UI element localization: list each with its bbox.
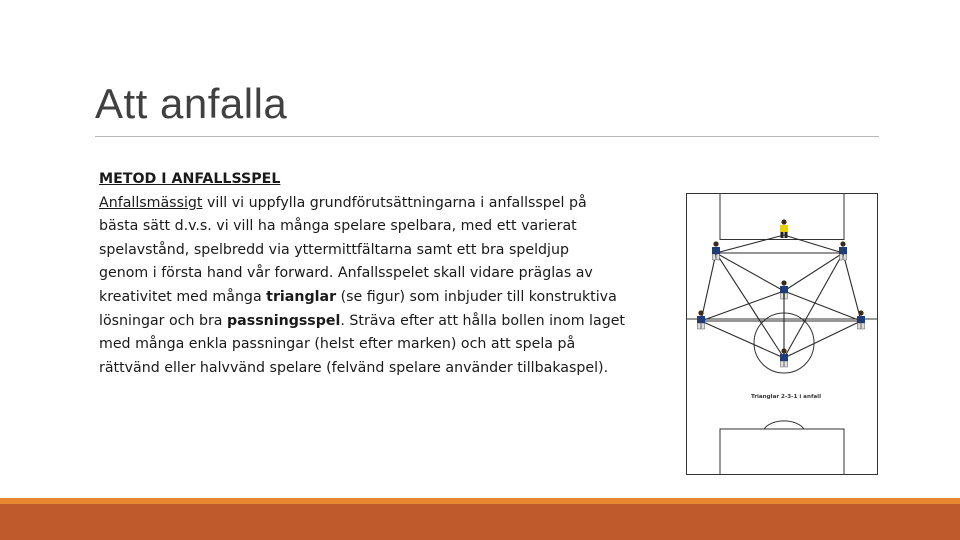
text-line-4: genom i första hand vår forward. Anfallsspelet skall vidare präglas av	[99, 265, 593, 282]
text-line-3: spelavstånd, spelbredd via yttermittfältarna samt ett bra speldjup	[99, 241, 569, 258]
text-line-5-b: (se figur) som inbjuder till konstruktiva	[336, 288, 617, 305]
underlined-term: Anfallsmässigt	[99, 194, 203, 211]
section-heading: METOD I ANFALLSSPEL	[99, 171, 281, 187]
triangle-formation-figure	[686, 193, 878, 475]
text-line-8: rättvänd eller halvvänd spelare (felvänd spelare använder tillbakaspel).	[99, 359, 609, 376]
bold-term-passningsspel: passningsspel	[227, 312, 341, 329]
slide-title: Att anfalla	[95, 80, 288, 127]
text-line-7: med många enkla passningar (helst efter marken) och att spela på	[99, 336, 576, 353]
text-line-5-a: kreativitet med många	[99, 288, 267, 305]
text-line-1-rest: vill vi uppfylla grundförutsättningarna i anfallsspel på	[202, 194, 587, 211]
text-line-6-b: . Sträva efter att hålla bollen inom laget	[340, 312, 625, 329]
text-line-6	[99, 310, 669, 334]
text-line-6-a: lösningar och bra	[99, 312, 228, 329]
text-line-2: bästa sätt d.v.s. vi vill ha många spelare spelbara, med ett varierat	[99, 218, 577, 235]
bold-term-trianglar: trianglar	[266, 288, 337, 305]
text-line-5	[99, 286, 669, 310]
text-line-1	[99, 192, 669, 216]
footer-band	[0, 504, 960, 540]
title-divider	[95, 136, 879, 137]
body-text	[99, 168, 669, 380]
figure-caption: Trianglar 2-3-1 i anfall	[751, 394, 821, 400]
